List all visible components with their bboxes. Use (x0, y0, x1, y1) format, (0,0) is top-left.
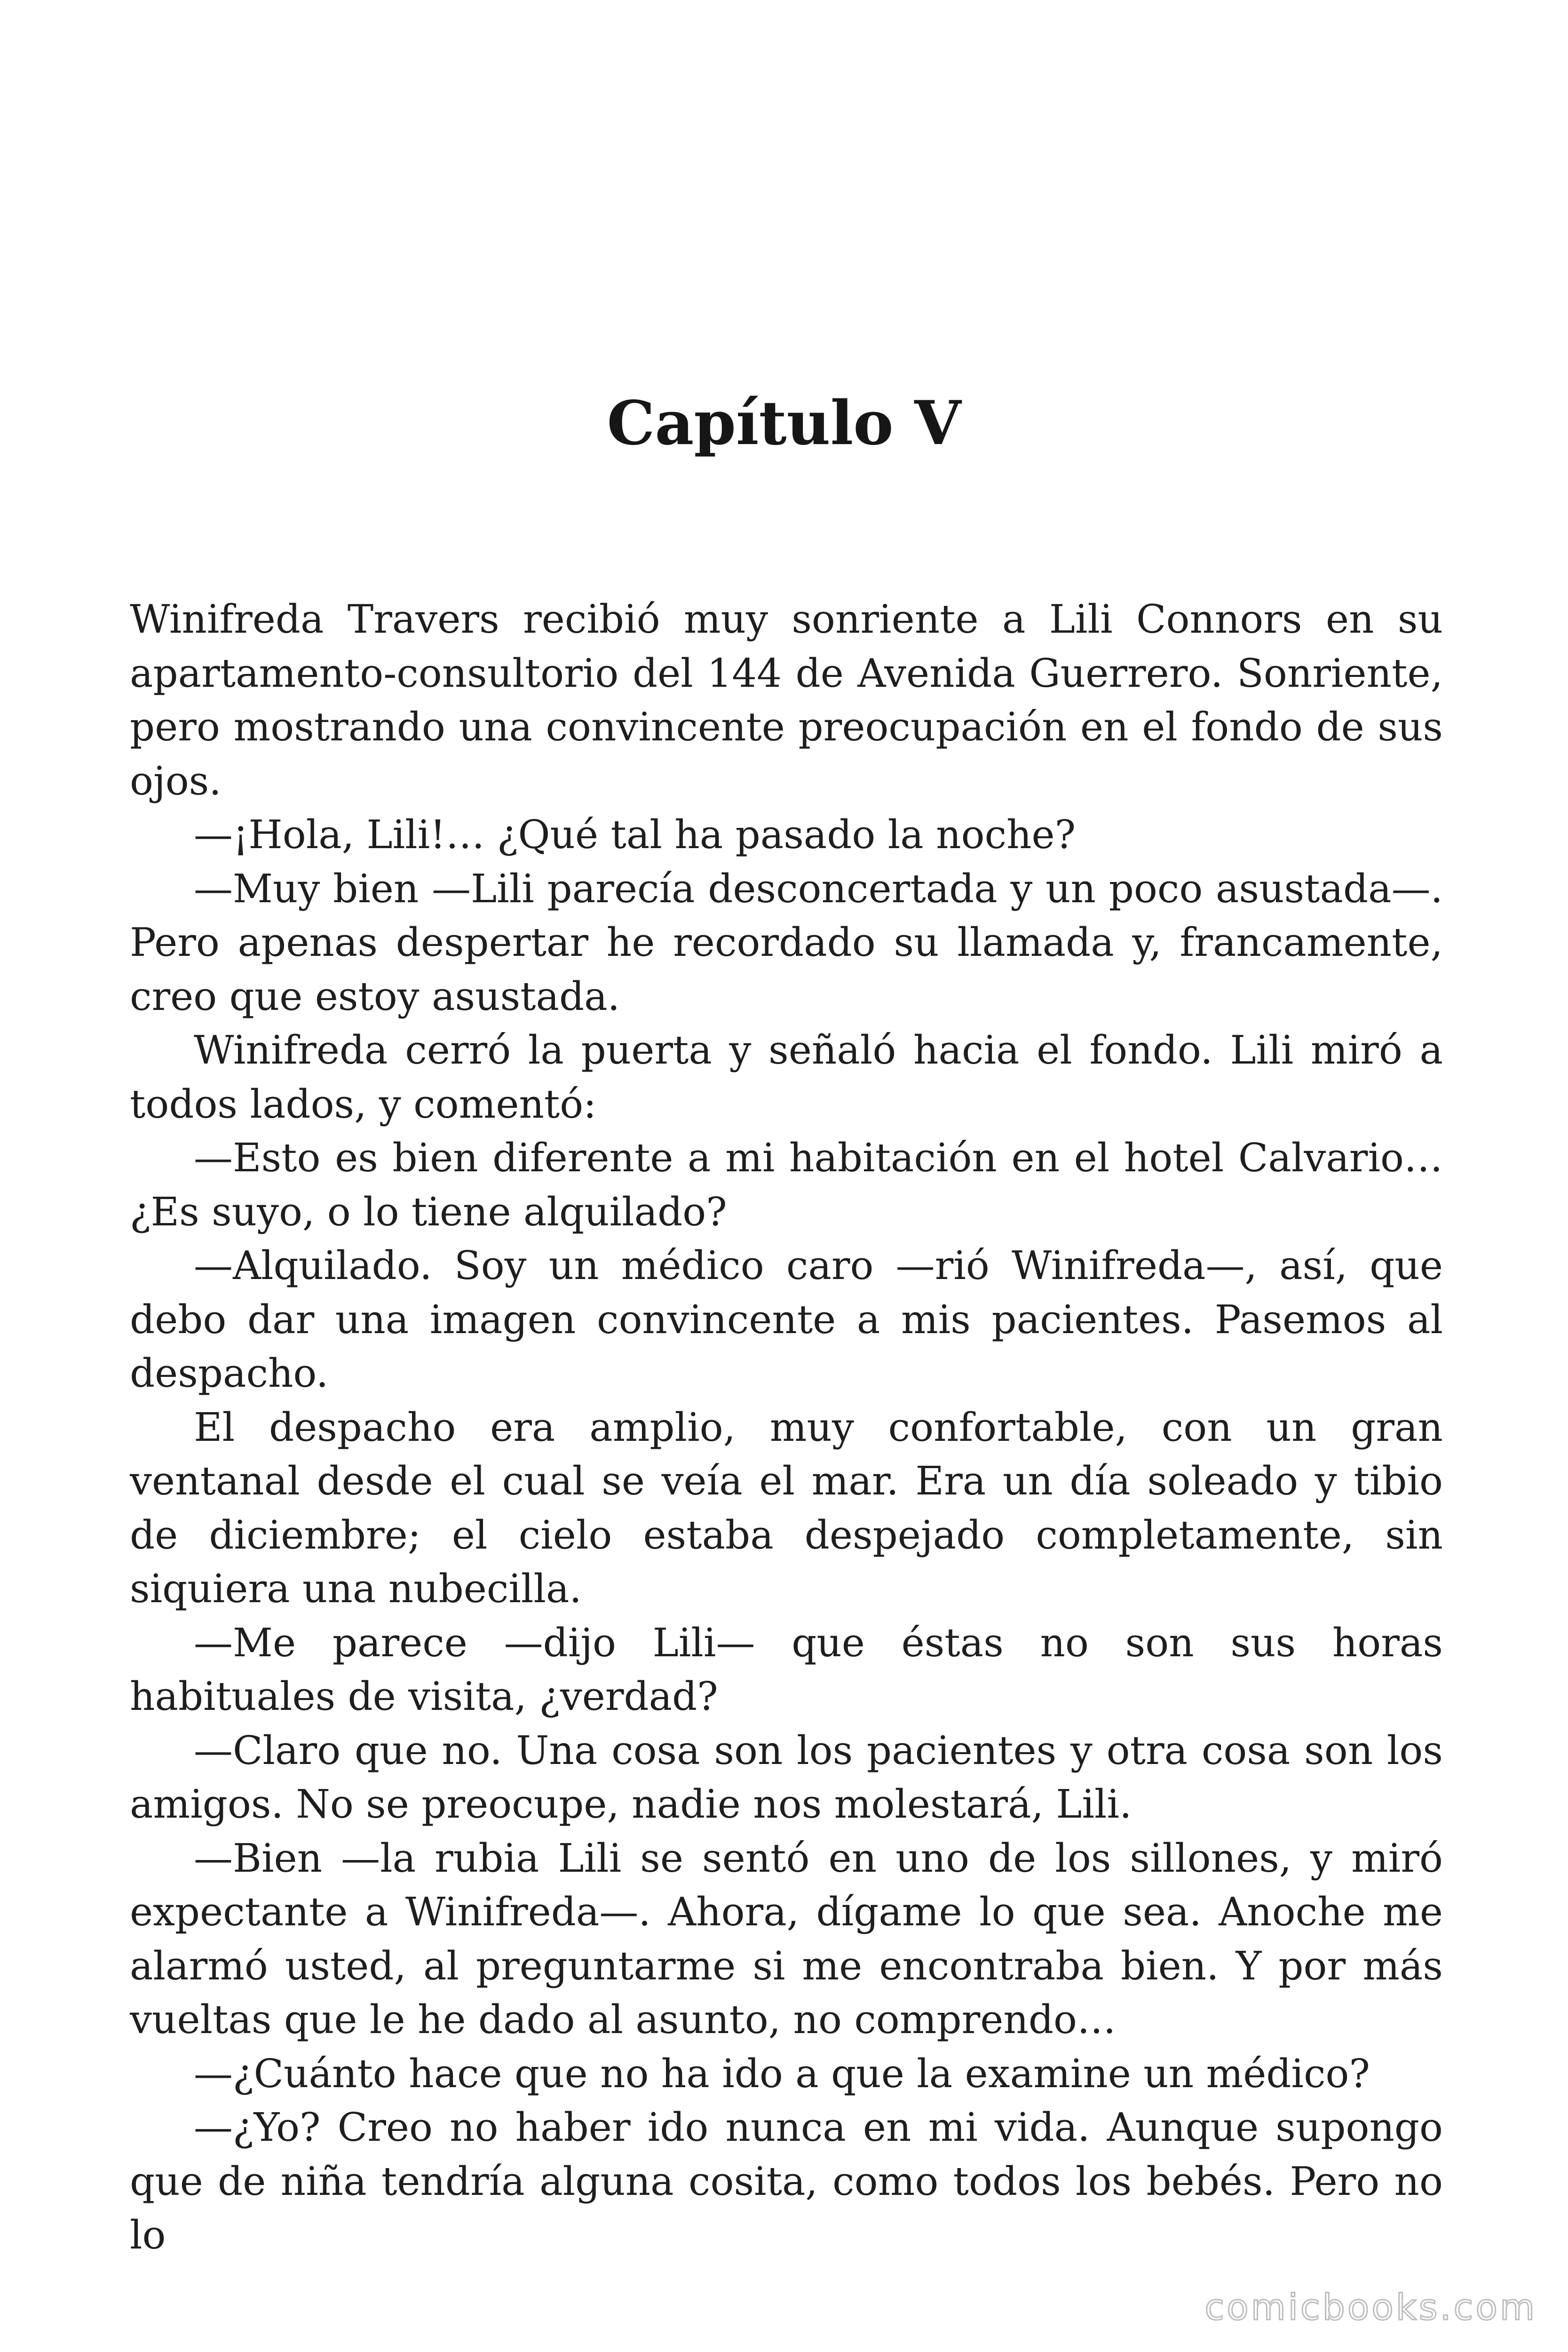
paragraph: —¡Hola, Lili!… ¿Qué tal ha pasado la noche? (194, 812, 1076, 858)
paragraph: —Me parece —dijo Lili— que éstas no son sus horas habituales de visita, ¿verdad? (130, 1620, 1443, 1719)
watermark-logo: comicbooks.com (1204, 2286, 1537, 2328)
paragraph: —Alquilado. Soy un médico caro —rió Winifreda—, así, que debo dar una imagen convincente a mis pacientes. Pasemos al despacho. (130, 1243, 1443, 1396)
chapter-title: Capítulo V (607, 388, 961, 459)
paragraph: —Esto es bien diferente a mi habitación en el hotel Calvario… ¿Es suyo, o lo tiene alquilado? (130, 1135, 1443, 1235)
paragraph: —Claro que no. Una cosa son los pacientes y otra cosa son los amigos. No se preocupe, nadie nos molestará, Lili. (130, 1727, 1443, 1827)
paragraph: —Muy bien —Lili parecía desconcertada y un poco asustada—. Pero apenas despertar he recordado su llamada y, francamente, creo que estoy asustada. (130, 866, 1443, 1019)
paragraph: Winifreda Travers recibió muy sonriente a Lili Connors en su apartamento-consultorio del 144 de Avenida Guerrero. Sonriente, pero mostrando una convincente preocupación en el fondo de sus ojos. (130, 596, 1443, 804)
paragraph: —¿Yo? Creo no haber ido nunca en mi vida. Aunque supongo que de niña tendría alguna cosita, como todos los bebés. Pero no lo (130, 2105, 1443, 2258)
paragraph: —¿Cuánto hace que no ha ido a que la examine un médico? (194, 2050, 1370, 2097)
paragraph: —Bien —la rubia Lili se sentó en uno de los sillones, y miró expectante a Winifreda—. Ahora, dígame lo que sea. Anoche me alarmó usted, al preguntarme si me encontraba bien. Y por más vueltas que le he dado al asunto, no comprendo… (130, 1835, 1443, 2042)
paragraph: El despacho era amplio, muy confortable, con un gran ventanal desde el cual se veía el mar. Era un día soleado y tibio de diciembre; el cielo estaba despejado completamente, sin siquiera una nubecilla. (130, 1404, 1443, 1612)
chapter-body (130, 593, 1443, 2263)
paragraph: Winifreda cerró la puerta y señaló hacia el fondo. Lili miró a todos lados, y comentó: (130, 1027, 1443, 1127)
